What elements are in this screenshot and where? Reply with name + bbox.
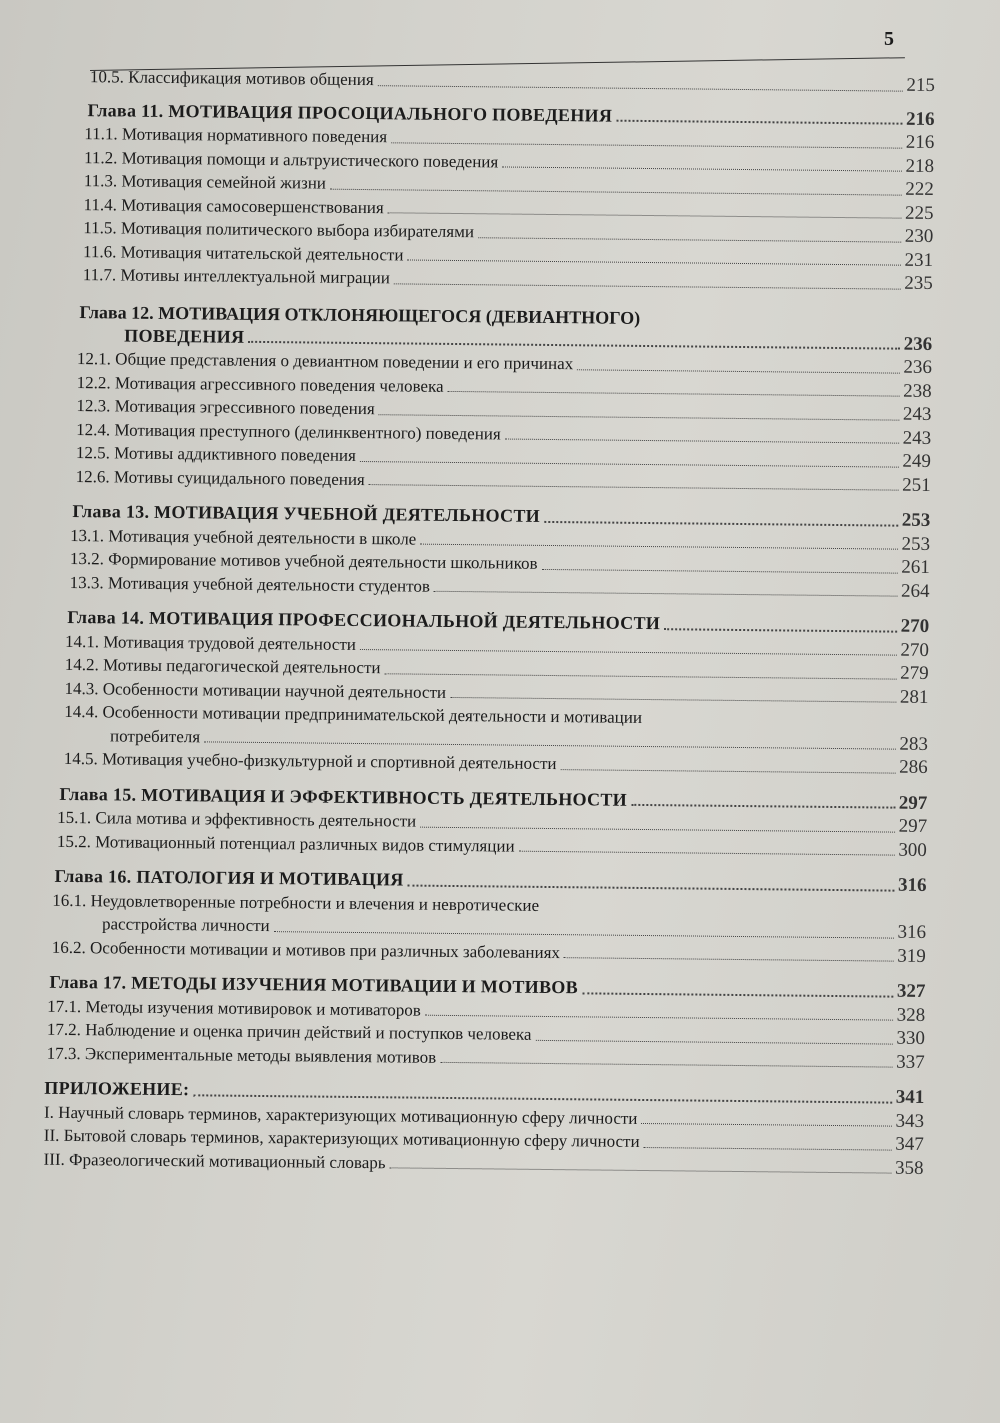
dot-leader <box>193 1093 891 1103</box>
toc-entry-label: 12.4. Мотивация преступного (делинквентного) поведения <box>76 419 501 443</box>
dot-leader <box>664 627 897 632</box>
toc-page-number: 270 <box>900 639 930 661</box>
dot-leader <box>448 390 900 397</box>
toc-page-number: 270 <box>900 615 930 637</box>
toc-entry-continuation: потребителя <box>109 725 201 746</box>
dot-leader <box>425 1014 893 1021</box>
toc-entry-label: 10.5. Классификация мотивов общения <box>89 67 374 90</box>
dot-leader <box>391 141 902 148</box>
dot-leader <box>505 438 899 444</box>
toc-entry-label: 11.4. Мотивация самосовершенствования <box>83 194 384 217</box>
toc-page-number: 235 <box>904 272 933 294</box>
toc-entry-label: 13.3. Мотивация учебной деятельности студентов <box>69 572 431 596</box>
toc-page-number: 253 <box>901 533 931 555</box>
dot-leader <box>582 991 893 997</box>
toc-entry-label: 12.3. Мотивация эгрессивного поведения <box>76 396 375 419</box>
dot-leader <box>360 648 897 656</box>
toc-entry-label: 14.1. Мотивация трудовой деятельности <box>64 631 357 654</box>
toc-entry-label: 11.6. Мотивация читательской деятельности <box>82 241 404 264</box>
toc-entry-label: 11.5. Мотивация политического выбора избирателями <box>83 218 475 242</box>
toc-entry <box>55 65 935 98</box>
toc-page-number: 216 <box>905 131 935 153</box>
dot-leader <box>408 883 894 891</box>
dot-leader <box>641 1122 891 1127</box>
toc-entry-label: 17.1. Методы изучения мотивировок и мотиваторов <box>47 996 421 1020</box>
toc-entry-label: Глава 16. ПАТОЛОГИЯ И МОТИВАЦИЯ <box>54 865 404 890</box>
page-number: 5 <box>884 28 894 50</box>
dot-leader <box>577 368 899 373</box>
toc-entry-label: 11.2. Мотивация помощи и альтруистического поведения <box>83 147 499 171</box>
toc-page-number: 215 <box>906 74 935 96</box>
dot-leader <box>420 543 897 550</box>
toc-page-number: 243 <box>902 403 932 425</box>
toc-entry-label: 13.2. Формирование мотивов учебной деятельности школьников <box>69 548 538 573</box>
toc-page-number: 222 <box>905 178 934 200</box>
toc-entry-label: 17.2. Наблюдение и оценка причин действий и поступков человека <box>46 1019 532 1044</box>
dot-leader <box>394 282 900 289</box>
dot-leader <box>248 340 899 350</box>
toc-page-number: 236 <box>903 356 933 378</box>
dot-leader <box>379 413 899 420</box>
toc-page-number: 279 <box>900 662 929 684</box>
toc-page-number: 297 <box>898 815 928 837</box>
toc-entry-continuation: ПОВЕДЕНИЯ <box>124 325 245 347</box>
toc-page-number: 337 <box>896 1051 925 1073</box>
toc-entry-label: Глава 14. МОТИВАЦИЯ ПРОФЕССИОНАЛЬНОЙ ДЕЯТЕЛЬНОСТИ <box>67 606 661 634</box>
toc-page-number: 261 <box>901 556 930 578</box>
toc-entry-label: III. Фразеологический мотивационный словарь <box>43 1149 386 1172</box>
toc-page-number: 225 <box>904 202 934 224</box>
toc-entry-label: 11.1. Мотивация нормативного поведения <box>84 124 388 147</box>
toc-entry-label: 15.1. Сила мотива и эффективность деятельности <box>57 807 417 831</box>
dot-leader <box>204 740 895 749</box>
toc-page-number: 343 <box>895 1110 925 1132</box>
dot-leader <box>564 956 893 961</box>
toc-entry-label: 14.5. Мотивация учебно-физкультурной и спортивной деятельности <box>63 748 557 774</box>
toc-page-number: 330 <box>896 1027 926 1049</box>
toc-page-number: 300 <box>898 839 927 861</box>
toc-page-number: 358 <box>894 1157 924 1179</box>
toc-entry-label: Глава 17. МЕТОДЫ ИЗУЧЕНИЯ МОТИВАЦИИ И МОТИВОВ <box>49 971 579 998</box>
dot-leader <box>407 258 900 265</box>
dot-leader <box>385 672 897 679</box>
dot-leader <box>330 187 901 195</box>
toc-page-number: 216 <box>905 108 935 130</box>
toc-page-number: 347 <box>895 1133 924 1155</box>
toc-page-number: 230 <box>904 225 934 247</box>
toc-page-number: 297 <box>898 792 928 814</box>
toc-page-number: 319 <box>897 945 926 967</box>
toc-page-number: 249 <box>902 450 932 472</box>
toc-entry-label: ПРИЛОЖЕНИЕ: <box>44 1077 190 1100</box>
dot-leader <box>519 850 895 856</box>
dot-leader <box>535 1038 892 1044</box>
dot-leader <box>502 165 901 171</box>
dot-leader <box>542 567 898 573</box>
toc-page-number: 327 <box>896 980 926 1002</box>
toc-entry-label: 11.3. Мотивация семейной жизни <box>83 171 327 193</box>
toc-page-number: 243 <box>902 427 932 449</box>
toc-entry-label: Глава 12. МОТИВАЦИЯ ОТКЛОНЯЮЩЕГОСЯ (ДЕВИАНТНОГО) <box>79 301 641 328</box>
toc-page-number: 236 <box>903 333 933 355</box>
dot-leader <box>434 590 897 597</box>
toc-entry-label: Глава 15. МОТИВАЦИЯ И ЭФФЕКТИВНОСТЬ ДЕЯТЕЛЬНОСТИ <box>59 783 628 810</box>
toc-entry-label: 13.1. Мотивация учебной деятельности в школе <box>70 525 417 549</box>
toc-page-number: 251 <box>902 474 931 496</box>
toc-entry-label: 16.1. Неудовлетворенные потребности и влечения и невротические <box>52 890 540 915</box>
toc-page-number: 316 <box>897 921 927 943</box>
toc-entry-label: 12.2. Мотивация агрессивного поведения человека <box>76 372 444 396</box>
dot-leader <box>360 459 899 467</box>
toc-entry-label: 17.3. Экспериментальные методы выявления мотивов <box>46 1043 437 1067</box>
toc-page-number: 286 <box>899 756 928 778</box>
toc-page-number: 328 <box>896 1004 926 1026</box>
toc-entry-label: 12.5. Мотивы аддиктивного поведения <box>75 443 357 465</box>
dot-leader <box>378 84 903 91</box>
toc-page-number: 218 <box>905 155 935 177</box>
toc-entry-label: 12.6. Мотивы суицидального поведения <box>75 466 365 489</box>
toc-entry-label: Глава 13. МОТИВАЦИЯ УЧЕБНОЙ ДЕЯТЕЛЬНОСТИ <box>72 500 541 526</box>
toc-entry-label: II. Бытовой словарь терминов, характеризующих мотивационную сферу личности <box>43 1125 640 1151</box>
dot-leader <box>644 1146 892 1151</box>
dot-leader <box>616 119 902 125</box>
dot-leader <box>478 236 901 242</box>
toc-page-number: 264 <box>900 580 930 602</box>
toc-entry-label: 11.7. Мотивы интеллектуальной миграции <box>82 265 390 288</box>
dot-leader <box>440 1061 892 1068</box>
toc-page-number: 283 <box>899 733 929 755</box>
toc-entry-label: 14.3. Особенности мотивации научной деятельности <box>64 678 447 702</box>
table-of-contents <box>43 65 935 1180</box>
toc-entry-label: 12.1. Общие представления о девиантном поведении и его причинах <box>76 349 574 374</box>
toc-entry-label: 16.2. Особенности мотивации и мотивов при различных заболеваниях <box>51 937 561 962</box>
toc-page-number: 231 <box>904 249 934 271</box>
toc-entry-label: 14.4. Особенности мотивации предпринимательской деятельности и мотивации <box>64 701 643 727</box>
dot-leader <box>450 696 896 703</box>
dot-leader <box>560 768 895 774</box>
toc-page-number: 253 <box>901 509 931 531</box>
toc-entry-continuation: расстройства личности <box>101 914 270 936</box>
toc-entry-label: I. Научный словарь терминов, характеризующих мотивационную сферу личности <box>43 1102 638 1128</box>
dot-leader <box>369 483 898 491</box>
toc-page-number: 281 <box>899 686 929 708</box>
toc-entry-label: 14.2. Мотивы педагогической деятельности <box>64 654 381 678</box>
toc-page-number: 341 <box>895 1086 925 1108</box>
toc-entry-label: 15.2. Мотивационный потенциал различных видов стимуляции <box>56 831 515 856</box>
toc-entry-label: Глава 11. МОТИВАЦИЯ ПРОСОЦИАЛЬНОГО ПОВЕДЕНИЯ <box>87 99 613 126</box>
dot-leader <box>420 825 894 832</box>
dot-leader <box>544 519 898 526</box>
dot-leader <box>390 1166 891 1173</box>
dot-leader <box>631 803 895 809</box>
dot-leader <box>274 930 894 938</box>
dot-leader <box>388 211 901 218</box>
toc-page-number: 238 <box>903 380 932 402</box>
toc-page-number: 316 <box>897 874 927 896</box>
